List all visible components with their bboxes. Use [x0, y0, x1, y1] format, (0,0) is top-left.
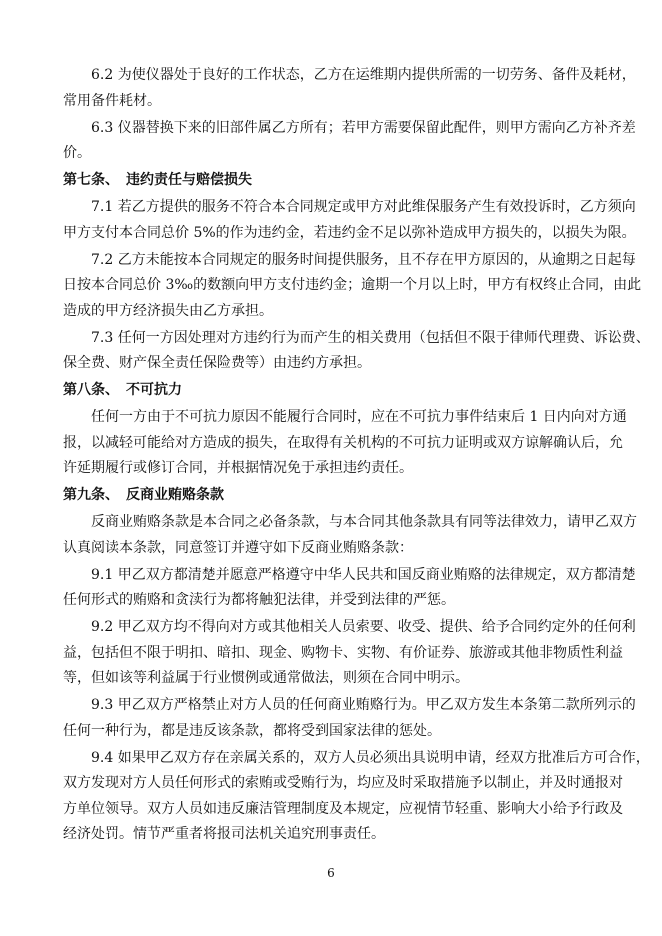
paragraph — [63, 615, 636, 692]
text-line: 价。 — [63, 145, 91, 161]
document-body — [63, 63, 650, 849]
text-line: 第八条、 不可抗力 — [63, 382, 182, 398]
text-line: 等，但如该等利益属于行业惯例或通常做法，则须在合同中明示。 — [63, 670, 469, 686]
text-line: 第九条、 反商业贿赂条款 — [63, 487, 224, 503]
text-line: 任何一种行为，都是违反该条款，都将受到国家法律的惩处。 — [63, 722, 441, 739]
text-line: 认真阅读本条款，同意签订并遵守如下反商业贿赂条款： — [63, 539, 413, 556]
text-line: 9.1 甲乙双方都清楚并愿意严格遵守中华人民共和国反商业贿赂的法律规定，双方都清楚 — [91, 566, 636, 583]
text-line: 报，以减轻可能给对方造成的损失，在取得有关机构的不可抗力证明或双方谅解确认后，允 — [63, 434, 623, 451]
text-line: 常用备件耗材。 — [63, 92, 161, 109]
text-line: 甲方支付本合同总价 5%的作为违约金，若违约金不足以弥补造成甲方损失的，以损失为限。 — [63, 224, 636, 241]
text-line: 9.3 甲乙双方严格禁止对方人员的任何商业贿赂行为。甲乙双方发生本条第二款所列示的 — [91, 697, 636, 713]
paragraph — [63, 326, 650, 377]
paragraph — [63, 693, 636, 744]
text-line: 第七条、 违约责任与赔偿损失 — [63, 172, 252, 188]
text-line: 7.1 若乙方提供的服务不符合本合同规定或甲方对此维保服务产生有效投诉时，乙方须向 — [91, 199, 636, 215]
text-line: 保全费、财产保全责任保险费等）由违约方承担。 — [63, 355, 371, 371]
text-line: 益，包括但不限于明扣、暗扣、现金、购物卡、实物、有价证券、旅游或其他非物质性利益 — [63, 644, 623, 661]
text-line: 经济处罚。情节严重者将报司法机关追究刑事责任。 — [63, 826, 385, 842]
text-line: 日按本合同总价 3‰的数额向甲方支付违约金；逾期一个月以上时，甲方有权终止合同，由此 — [63, 277, 642, 293]
text-line: 造成的甲方经济损失由乙方承担。 — [63, 302, 273, 319]
text-line: 6.3 仪器替换下来的旧部件属乙方所有；若甲方需要保留此配件，则甲方需向乙方补齐差 — [91, 119, 636, 136]
text-line: 6.2 为使仪器处于良好的工作状态，乙方在运维期内提供所需的一切劳务、备件及耗材， — [91, 67, 636, 83]
paragraph — [63, 116, 636, 167]
text-line: 任何形式的贿赂和贪渎行为都将触犯法律，并受到法律的严惩。 — [63, 592, 455, 608]
text-line: 7.3 任何一方因处理对方违约行为而产生的相关费用（包括但不限于律师代理费、诉讼费、 — [91, 329, 650, 346]
page-number: 6 — [327, 866, 335, 880]
paragraph — [63, 510, 637, 561]
section-heading — [63, 378, 610, 404]
paragraph — [63, 63, 636, 114]
paragraph — [63, 248, 642, 325]
paragraph — [63, 405, 627, 482]
text-line: 反商业贿赂条款是本合同之必备条款，与本合同其他条款具有同等法律效力，请甲乙双方 — [91, 514, 637, 530]
paragraph — [63, 195, 636, 246]
section-heading — [63, 483, 610, 509]
paragraph — [63, 746, 650, 848]
paragraph — [63, 563, 636, 614]
section-heading — [63, 168, 610, 194]
text-line: 9.2 甲乙双方均不得向对方或其他相关人员索要、收受、提供、给予合同约定外的任何利 — [91, 619, 636, 635]
text-line: 双方发现对方人员任何形式的索贿或受贿行为，均应及时采取措施予以制止，并及时通报对 — [63, 775, 623, 791]
text-line: 9.4 如果甲乙双方存在亲属关系的，双方人员必须出具说明申请，经双方批准后方可合作， — [91, 749, 650, 766]
text-line: 方单位领导。双方人员如违反廉洁管理制度及本规定，应视情节轻重、影响大小给予行政及 — [63, 800, 623, 817]
text-line: 任何一方由于不可抗力原因不能履行合同时，应在不可抗力事件结束后 1 日内向对方通 — [91, 409, 627, 425]
text-line: 许延期履行或修订合同，并根据情况免于承担违约责任。 — [63, 460, 413, 476]
text-line: 7.2 乙方未能按本合同规定的服务时间提供服务，且不存在甲方原因的，从逾期之日起每 — [91, 251, 636, 268]
